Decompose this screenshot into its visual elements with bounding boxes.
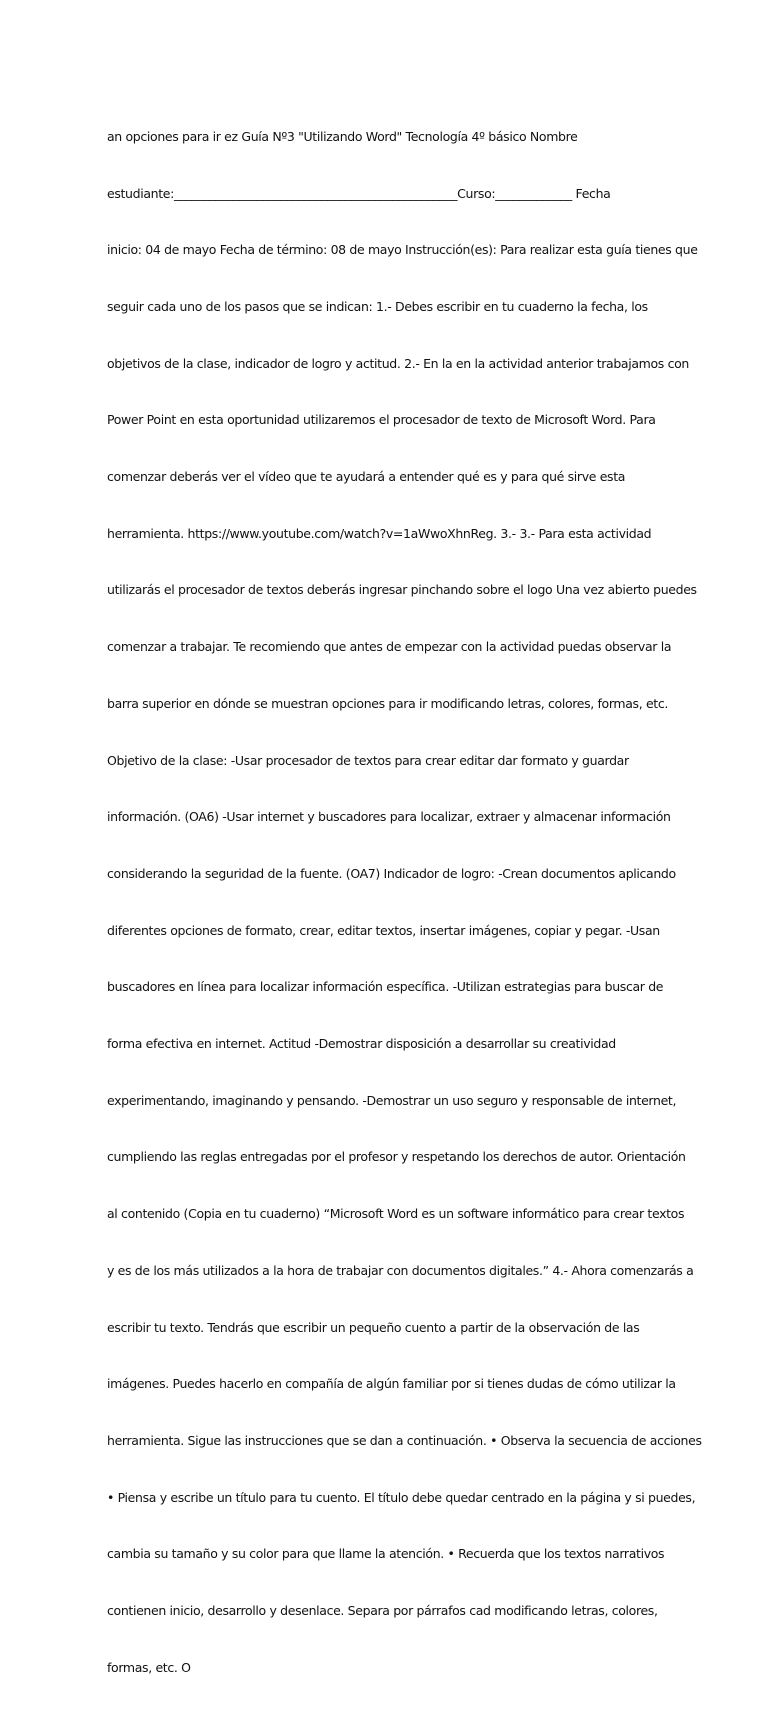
text-line: comenzar deberás ver el vídeo que te ayudará a entender qué es y para qué sirve esta bbox=[107, 469, 626, 485]
text-line: cumpliendo las reglas entregadas por el profesor y respetando los derechos de autor. Orientación bbox=[107, 1149, 686, 1165]
text-line: información. (OA6) -Usar internet y buscadores para localizar, extraer y almacenar información bbox=[107, 809, 671, 825]
text-line: inicio: 04 de mayo Fecha de término: 08 de mayo Instrucción(es): Para realizar esta guía tienes que bbox=[107, 242, 698, 258]
text-line: herramienta. https://www.youtube.com/watch?v=1aWwoXhnReg. 3.- 3.- Para esta actividad bbox=[107, 525, 652, 541]
text-line: Objetivo de la clase: -Usar procesador de textos para crear editar dar formato y guardar bbox=[107, 752, 629, 768]
text-line: considerando la seguridad de la fuente. (OA7) Indicador de logro: -Crean documentos aplicando bbox=[107, 865, 676, 881]
text-line: al contenido (Copia en tu cuaderno) “Microsoft Word es un software informático para crear textos bbox=[107, 1206, 685, 1222]
text-line: Power Point en esta oportunidad utilizaremos el procesador de texto de Microsoft Word. Para bbox=[107, 412, 656, 428]
text-line: cambia su tamaño y su color para que llame la atención. • Recuerda que los textos narrativos bbox=[107, 1546, 665, 1562]
text-line: imágenes. Puedes hacerlo en compañía de algún familiar por si tienes dudas de cómo utilizar la bbox=[107, 1376, 676, 1392]
text-line: comenzar a trabajar. Te recomiendo que antes de empezar con la actividad puedas observar la bbox=[107, 639, 672, 655]
text-line: objetivos de la clase, indicador de logro y actitud. 2.- En la en la actividad anterior trabajamos con bbox=[107, 355, 689, 371]
text-line: forma efectiva en internet. Actitud -Demostrar disposición a desarrollar su creatividad bbox=[107, 1036, 616, 1052]
text-line: utilizarás el procesador de textos deberás ingresar pinchando sobre el logo Una vez abierto puedes bbox=[107, 582, 697, 598]
text-line: escribir tu texto. Tendrás que escribir un pequeño cuento a partir de la observación de las bbox=[107, 1319, 640, 1335]
text-line: diferentes opciones de formato, crear, editar textos, insertar imágenes, copiar y pegar. -Usan bbox=[107, 922, 660, 938]
document-text bbox=[107, 90, 702, 1716]
text-line: herramienta. Sigue las instrucciones que se dan a continuación. • Observa la secuencia de acciones bbox=[107, 1432, 702, 1448]
text-line: estudiante:________________________________________________Curso:_____________ Fecha bbox=[107, 185, 611, 201]
text-line: contienen inicio, desarrollo y desenlace. Separa por párrafos cad modificando letras, colores, bbox=[107, 1603, 658, 1619]
text-line: experimentando, imaginando y pensando. -Demostrar un uso seguro y responsable de internet, bbox=[107, 1092, 677, 1108]
text-line: buscadores en línea para localizar información específica. -Utilizan estrategias para buscar de bbox=[107, 979, 664, 995]
text-line: formas, etc. O bbox=[107, 1659, 191, 1675]
text-line: y es de los más utilizados a la hora de trabajar con documentos digitales.” 4.- Ahora comenzarás a bbox=[107, 1262, 694, 1278]
text-line: barra superior en dónde se muestran opciones para ir modificando letras, colores, formas, etc. bbox=[107, 695, 669, 711]
text-line: an opciones para ir ez Guía Nº3 "Utilizando Word" Tecnología 4º básico Nombre bbox=[107, 128, 578, 144]
text-line: seguir cada uno de los pasos que se indican: 1.- Debes escribir en tu cuaderno la fecha, los bbox=[107, 298, 648, 314]
text-line: • Piensa y escribe un título para tu cuento. El título debe quedar centrado en la página y si puedes, bbox=[107, 1489, 696, 1505]
